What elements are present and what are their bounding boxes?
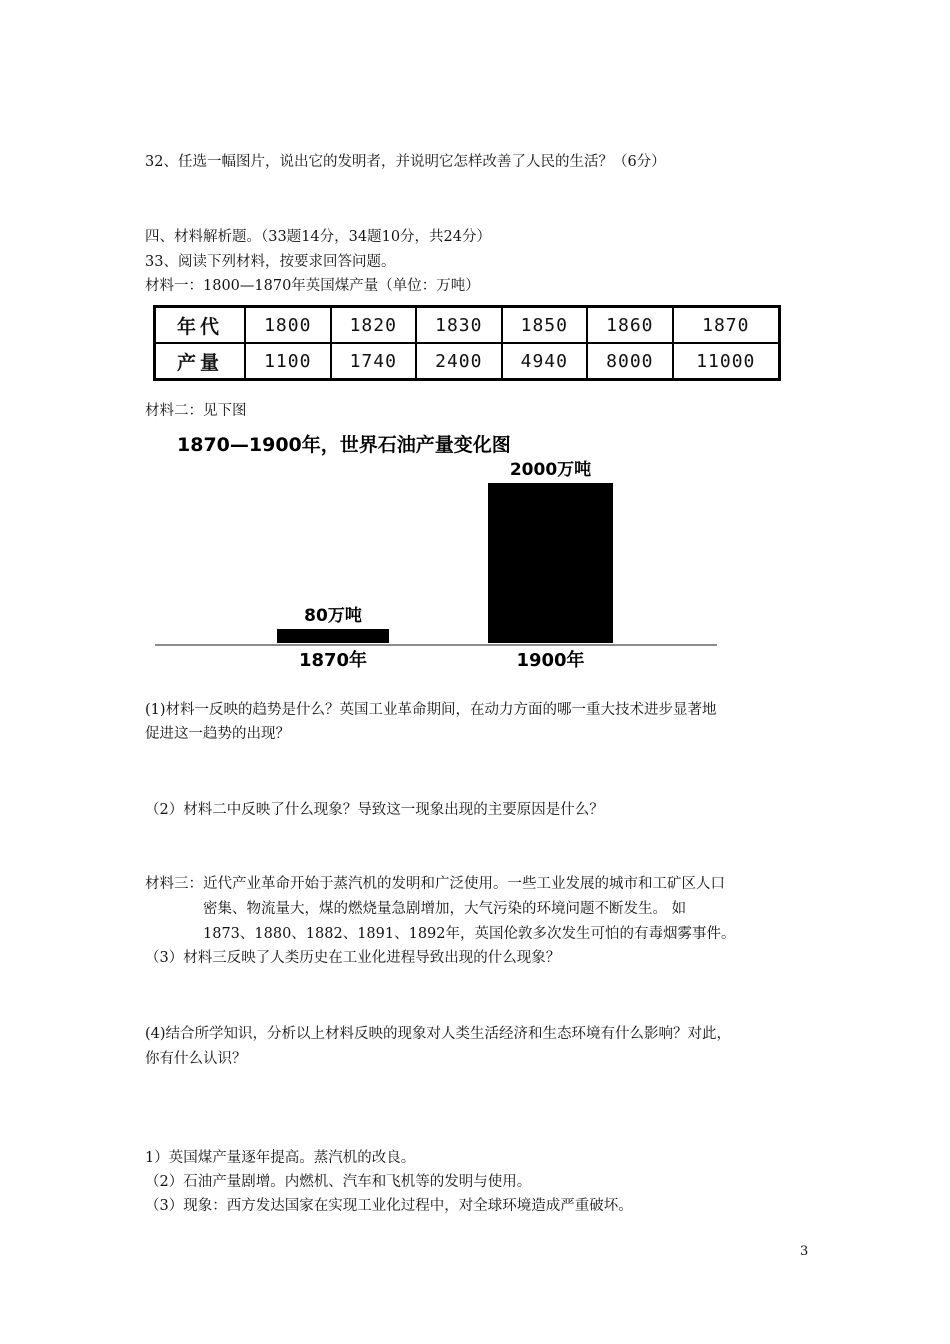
chart-data-label: 80万吨 <box>304 606 362 626</box>
table-cell-year: 1860 <box>587 307 673 344</box>
coal-output-table <box>153 305 781 381</box>
material-3-line-2: 密集、物流量大，煤的燃烧量急剧增加，大气污染的环境问题不断发生。 如 <box>203 901 687 917</box>
table-cell-year: 1800 <box>245 307 331 344</box>
table-row-years <box>155 307 780 344</box>
table-cell-year: 1820 <box>331 307 417 344</box>
table-cell-output: 1100 <box>245 343 331 380</box>
page-number: 3 <box>800 1244 809 1259</box>
table-cell-year: 1850 <box>502 307 588 344</box>
question-33-intro: 33、阅读下列材料，按要求回答问题。 <box>145 254 396 270</box>
table-cell-output: 2400 <box>416 343 502 380</box>
table-header-output: 产量 <box>155 343 246 380</box>
table-row-output <box>155 343 780 380</box>
question-4-line-1: (4)结合所学知识，分析以上材料反映的现象对人类生活经济和生态环境有什么影响？对此， <box>145 1026 732 1042</box>
table-cell-year: 1830 <box>416 307 502 344</box>
chart-title: 1870—1900年，世界石油产量变化图 <box>177 434 511 456</box>
table-cell-output: 1740 <box>331 343 417 380</box>
material-3-line-1: 材料三：近代产业革命开始于蒸汽机的发明和广泛使用。一些工业发展的城市和工矿区人口 <box>145 876 725 892</box>
question-1-line-2: 促进这一趋势的出现？ <box>145 726 290 742</box>
answer-2: （2）石油产量剧增。内燃机、汽车和飞机等的发明与使用。 <box>145 1174 532 1190</box>
question-32: 32、任选一幅图片，说出它的发明者，并说明它怎样改善了人民的生活？（6分） <box>145 154 666 170</box>
material-3-line-3: 1873、1880、1882、1891、1892年，英国伦敦多次发生可怕的有毒烟雾事件。 <box>203 926 736 942</box>
question-4-line-2: 你有什么认识？ <box>145 1051 247 1067</box>
table-cell-output: 11000 <box>673 343 780 380</box>
table-header-years: 年代 <box>155 307 246 344</box>
question-2: （2）材料二中反映了什么现象？导致这一现象出现的主要原因是什么？ <box>145 802 604 818</box>
oil-output-chart <box>155 425 725 673</box>
material-2-title: 材料二：见下图 <box>145 403 247 419</box>
chart-bar <box>488 483 613 643</box>
material-1-title: 材料一：1800—1870年英国煤产量（单位：万吨） <box>145 278 480 294</box>
chart-category-label: 1870年 <box>298 650 368 671</box>
answer-1: 1）英国煤产量逐年提高。蒸汽机的改良。 <box>145 1150 416 1166</box>
question-3: （3）材料三反映了人类历史在工业化进程导致出现的什么现象？ <box>145 950 561 966</box>
chart-category-label: 1900年 <box>516 650 585 671</box>
table-cell-output: 8000 <box>587 343 673 380</box>
chart-data-label: 2000万吨 <box>509 460 592 480</box>
section-title: 四、材料解析题。（33题14分，34题10分，共24分） <box>145 229 492 245</box>
chart-bar <box>277 629 389 643</box>
question-1-line-1: (1)材料一反映的趋势是什么？英国工业革命期间，在动力方面的哪一重大技术进步显著地 <box>145 702 717 718</box>
table-cell-year: 1870 <box>673 307 780 344</box>
table-cell-output: 4940 <box>502 343 588 380</box>
answer-3: （3）现象：西方发达国家在实现工业化过程中，对全球环境造成严重破坏。 <box>145 1198 633 1214</box>
